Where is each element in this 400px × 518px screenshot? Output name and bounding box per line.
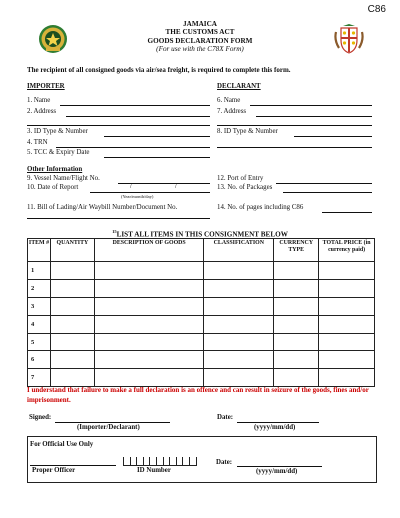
signature-field[interactable] [55, 422, 170, 423]
description-cell[interactable] [94, 279, 204, 297]
total-price-cell[interactable] [319, 351, 375, 369]
currency-cell[interactable] [274, 297, 319, 315]
importer-id-label: 3. ID Type & Number [27, 128, 88, 135]
table-row [28, 297, 375, 315]
signed-label: Signed: [29, 414, 52, 421]
proper-officer-field[interactable] [30, 465, 116, 466]
item-number: 5 [28, 333, 51, 351]
col-header-quantity: QUANTITY [50, 239, 94, 262]
declarant-address-label: 7. Address [217, 108, 247, 115]
importer-trn-label: 4. TRN [27, 139, 48, 146]
report-date-label: 10. Date of Report [27, 184, 79, 191]
port-of-entry-label: 12. Port of Entry [217, 175, 264, 182]
item-number: 4 [28, 315, 51, 333]
col-header-classification: CLASSIFICATION [204, 239, 274, 262]
item-number: 3 [28, 297, 51, 315]
description-cell[interactable] [94, 333, 204, 351]
importer-name-label: 1. Name [27, 97, 51, 104]
official-date-caption: (yyyy/mm/dd) [256, 468, 298, 475]
form-code: C86 [367, 4, 386, 15]
quantity-cell[interactable] [50, 351, 94, 369]
currency-cell[interactable] [274, 262, 319, 280]
official-date-label: Date: [216, 459, 233, 466]
importer-heading: IMPORTER [27, 83, 65, 90]
pages-field[interactable] [322, 212, 372, 213]
items-table-title-number: 15 [112, 229, 117, 234]
total-price-cell[interactable] [319, 315, 375, 333]
vessel-label: 9. Vessel Name/Flight No. [27, 175, 100, 182]
item-number: 7 [28, 369, 51, 387]
packages-label: 13. No. of Packages [217, 184, 273, 191]
signed-caption: (Importer/Declarant) [77, 424, 140, 431]
title-act: THE CUSTOMS ACT [165, 28, 235, 37]
col-header-total-price: TOTAL PRICE (in currency paid) [319, 239, 375, 262]
importer-tcc-field[interactable] [104, 157, 210, 158]
report-date-slash-2: / [175, 183, 177, 190]
bill-of-lading-field[interactable] [27, 218, 210, 219]
importer-name-field[interactable] [60, 105, 210, 106]
official-use-heading: For Official Use Only [30, 441, 94, 448]
classification-cell[interactable] [204, 333, 274, 351]
signature-date-field[interactable] [237, 422, 319, 423]
port-of-entry-field[interactable] [276, 183, 372, 184]
col-header-currency: CURRENCY TYPE [274, 239, 319, 262]
declarant-address-field-2[interactable] [217, 125, 372, 126]
table-row [28, 315, 375, 333]
total-price-cell[interactable] [319, 279, 375, 297]
declarant-id-label: 8. ID Type & Number [217, 128, 278, 135]
item-number: 1 [28, 262, 51, 280]
signature-date-label: Date: [217, 414, 234, 421]
importer-address-label: 2. Address [27, 108, 57, 115]
classification-cell[interactable] [204, 351, 274, 369]
declarant-address-field[interactable] [256, 116, 372, 117]
importer-address-field-2[interactable] [27, 125, 210, 126]
title-country: JAMAICA [183, 20, 217, 28]
importer-address-field[interactable] [66, 116, 210, 117]
declarant-id-field-2[interactable] [217, 147, 372, 148]
other-info-heading: Other Information [27, 166, 83, 173]
report-date-slash-1: / [130, 183, 132, 190]
packages-field[interactable] [283, 192, 372, 193]
description-cell[interactable] [94, 351, 204, 369]
id-number-cells[interactable] [123, 457, 197, 466]
report-date-hint: (Year/month/day) [121, 194, 154, 199]
description-cell[interactable] [94, 262, 204, 280]
total-price-cell[interactable] [319, 333, 375, 351]
currency-cell[interactable] [274, 351, 319, 369]
currency-cell[interactable] [274, 315, 319, 333]
declarant-name-label: 6. Name [217, 97, 241, 104]
proper-officer-label: Proper Officer [32, 467, 76, 474]
items-table [27, 238, 375, 387]
items-table-title [0, 228, 400, 238]
signature-date-caption: (yyyy/mm/dd) [254, 424, 296, 431]
form-title-block [0, 20, 400, 54]
items-table-header-row [28, 239, 375, 262]
total-price-cell[interactable] [319, 262, 375, 280]
declarant-id-field[interactable] [294, 136, 372, 137]
importer-tcc-label: 5. TCC & Expiry Date [27, 149, 90, 156]
importer-id-field[interactable] [104, 136, 210, 137]
classification-cell[interactable] [204, 315, 274, 333]
description-cell[interactable] [94, 315, 204, 333]
intro-instruction: The recipient of all consigned goods via air/sea freight, is required to complete this form. [27, 66, 291, 74]
quantity-cell[interactable] [50, 279, 94, 297]
description-cell[interactable] [94, 297, 204, 315]
quantity-cell[interactable] [50, 297, 94, 315]
col-header-description: DESCRIPTION OF GOODS [94, 239, 204, 262]
currency-cell[interactable] [274, 333, 319, 351]
quantity-cell[interactable] [50, 315, 94, 333]
title-form: GOODS DECLARATION FORM [147, 36, 253, 45]
currency-cell[interactable] [274, 279, 319, 297]
table-row [28, 279, 375, 297]
table-row [28, 351, 375, 369]
col-header-item: ITEM # [28, 239, 51, 262]
table-row [28, 262, 375, 280]
declarant-name-field[interactable] [250, 105, 372, 106]
title-subtitle: (For use with the C78X Form) [156, 45, 244, 54]
items-table-title-text: LIST ALL ITEMS IN THIS CONSIGNMENT BELOW [116, 230, 288, 239]
quantity-cell[interactable] [50, 333, 94, 351]
declaration-warning: I understand that failure to make a full declaration is an offence and can result in seizure of the goods, fines and/or imprisonment. [27, 386, 369, 404]
declarant-heading: DECLARANT [217, 83, 261, 90]
table-row [28, 333, 375, 351]
pages-label: 14. No. of pages including C86 [217, 204, 304, 211]
importer-trn-field[interactable] [56, 147, 210, 148]
bill-of-lading-label: 11. Bill of Lading/Air Waybill Number/Document No. [27, 204, 178, 211]
total-price-cell[interactable] [319, 297, 375, 315]
official-id-label: ID Number [137, 467, 171, 474]
classification-cell[interactable] [204, 279, 274, 297]
item-number: 6 [28, 351, 51, 369]
item-number: 2 [28, 279, 51, 297]
official-date-field[interactable] [237, 466, 322, 467]
quantity-cell[interactable] [50, 262, 94, 280]
classification-cell[interactable] [204, 297, 274, 315]
classification-cell[interactable] [204, 262, 274, 280]
